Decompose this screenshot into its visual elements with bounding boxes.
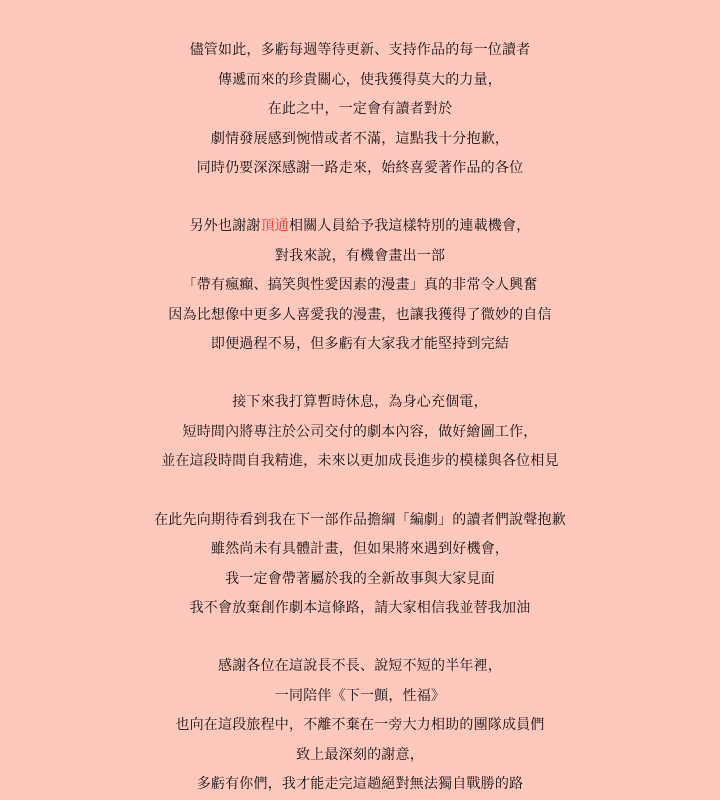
paragraph <box>0 506 720 624</box>
text-line <box>0 242 720 271</box>
text-line <box>0 682 720 711</box>
text-line <box>0 271 720 300</box>
text-line <box>0 594 720 623</box>
text-span: 我一定會帶著屬於我的全新故事與大家見面 <box>225 570 495 587</box>
text-line <box>0 506 720 535</box>
highlighted-brand-name: 頂通 <box>260 218 289 235</box>
text-span: 雖然尚未有具體計畫，但如果將來遇到好機會， <box>210 541 510 558</box>
text-span: 致上最深刻的謝意， <box>296 746 424 763</box>
text-span: 相關人員給予我這樣特別的連載機會， <box>289 218 531 235</box>
text-line <box>0 711 720 740</box>
paragraph <box>0 0 720 7</box>
paragraph <box>0 36 720 183</box>
text-line <box>0 652 720 681</box>
text-span: 「帶有瘋癲、搞笑與性愛因素的漫畫」真的非常令人興奮 <box>182 277 538 294</box>
text-span: 在此之中，一定會有讀者對於 <box>267 101 453 118</box>
text-span: 即便過程不易，但多虧有大家我才能堅持到完結 <box>210 336 510 353</box>
text-span: 也向在這段旅程中，不離不棄在一旁大力相助的團隊成員們 <box>175 717 545 734</box>
text-line <box>0 565 720 594</box>
text-span: 多虧有你們，我才能走完這趟絕對無法獨自戰勝的路 <box>196 775 524 792</box>
text-line <box>0 770 720 799</box>
text-span: 一同陪伴《下一顫，性福》 <box>274 687 446 704</box>
text-span: 儘管如此，多虧每週等待更新、支持作品的每一位讀者 <box>189 42 531 59</box>
text-line <box>0 418 720 447</box>
text-line <box>0 447 720 476</box>
text-line <box>0 95 720 124</box>
text-span: 另外也謝謝 <box>189 218 261 235</box>
text-span: 因為比想像中更多人喜愛我的漫畫，也讓我獲得了微妙的自信 <box>168 306 552 323</box>
text-span: 我不會放棄創作劇本這條路，請大家相信我並替我加油 <box>189 599 531 616</box>
text-span: 接下來我打算暫時休息，為身心充個電， <box>232 394 488 411</box>
text-line <box>0 66 720 95</box>
text-line <box>0 301 720 330</box>
text-span: 在此先向期待看到我在下一部作品擔綱「編劇」的讀者們說聲抱歉 <box>154 511 566 528</box>
text-line <box>0 330 720 359</box>
text-span: 短時間內將專注於公司交付的劇本內容，做好繪圖工作， <box>182 423 538 440</box>
text-span: 劇情發展感到惋惜或者不滿，這點我十分抱歉， <box>210 130 510 147</box>
text-line <box>0 741 720 770</box>
text-line <box>0 388 720 417</box>
text-span: 對我來說，有機會畫出一部 <box>274 247 446 264</box>
text-line <box>0 36 720 65</box>
text-line <box>0 0 720 7</box>
paragraph <box>0 388 720 476</box>
text-span: 並在這段時間自我精進，未來以更加成長進步的模樣與各位相見 <box>161 453 559 470</box>
text-line <box>0 535 720 564</box>
text-line <box>0 212 720 241</box>
text-span: 同時仍要深深感謝一路走來，始終喜愛著作品的各位 <box>196 160 524 177</box>
text-line <box>0 154 720 183</box>
paragraph <box>0 652 720 799</box>
paragraph <box>0 212 720 359</box>
text-span: 感謝各位在這說長不長、說短不短的半年裡， <box>218 658 502 675</box>
text-span: 傳遞而來的珍貴關心，使我獲得莫大的力量， <box>218 71 502 88</box>
text-line <box>0 125 720 154</box>
